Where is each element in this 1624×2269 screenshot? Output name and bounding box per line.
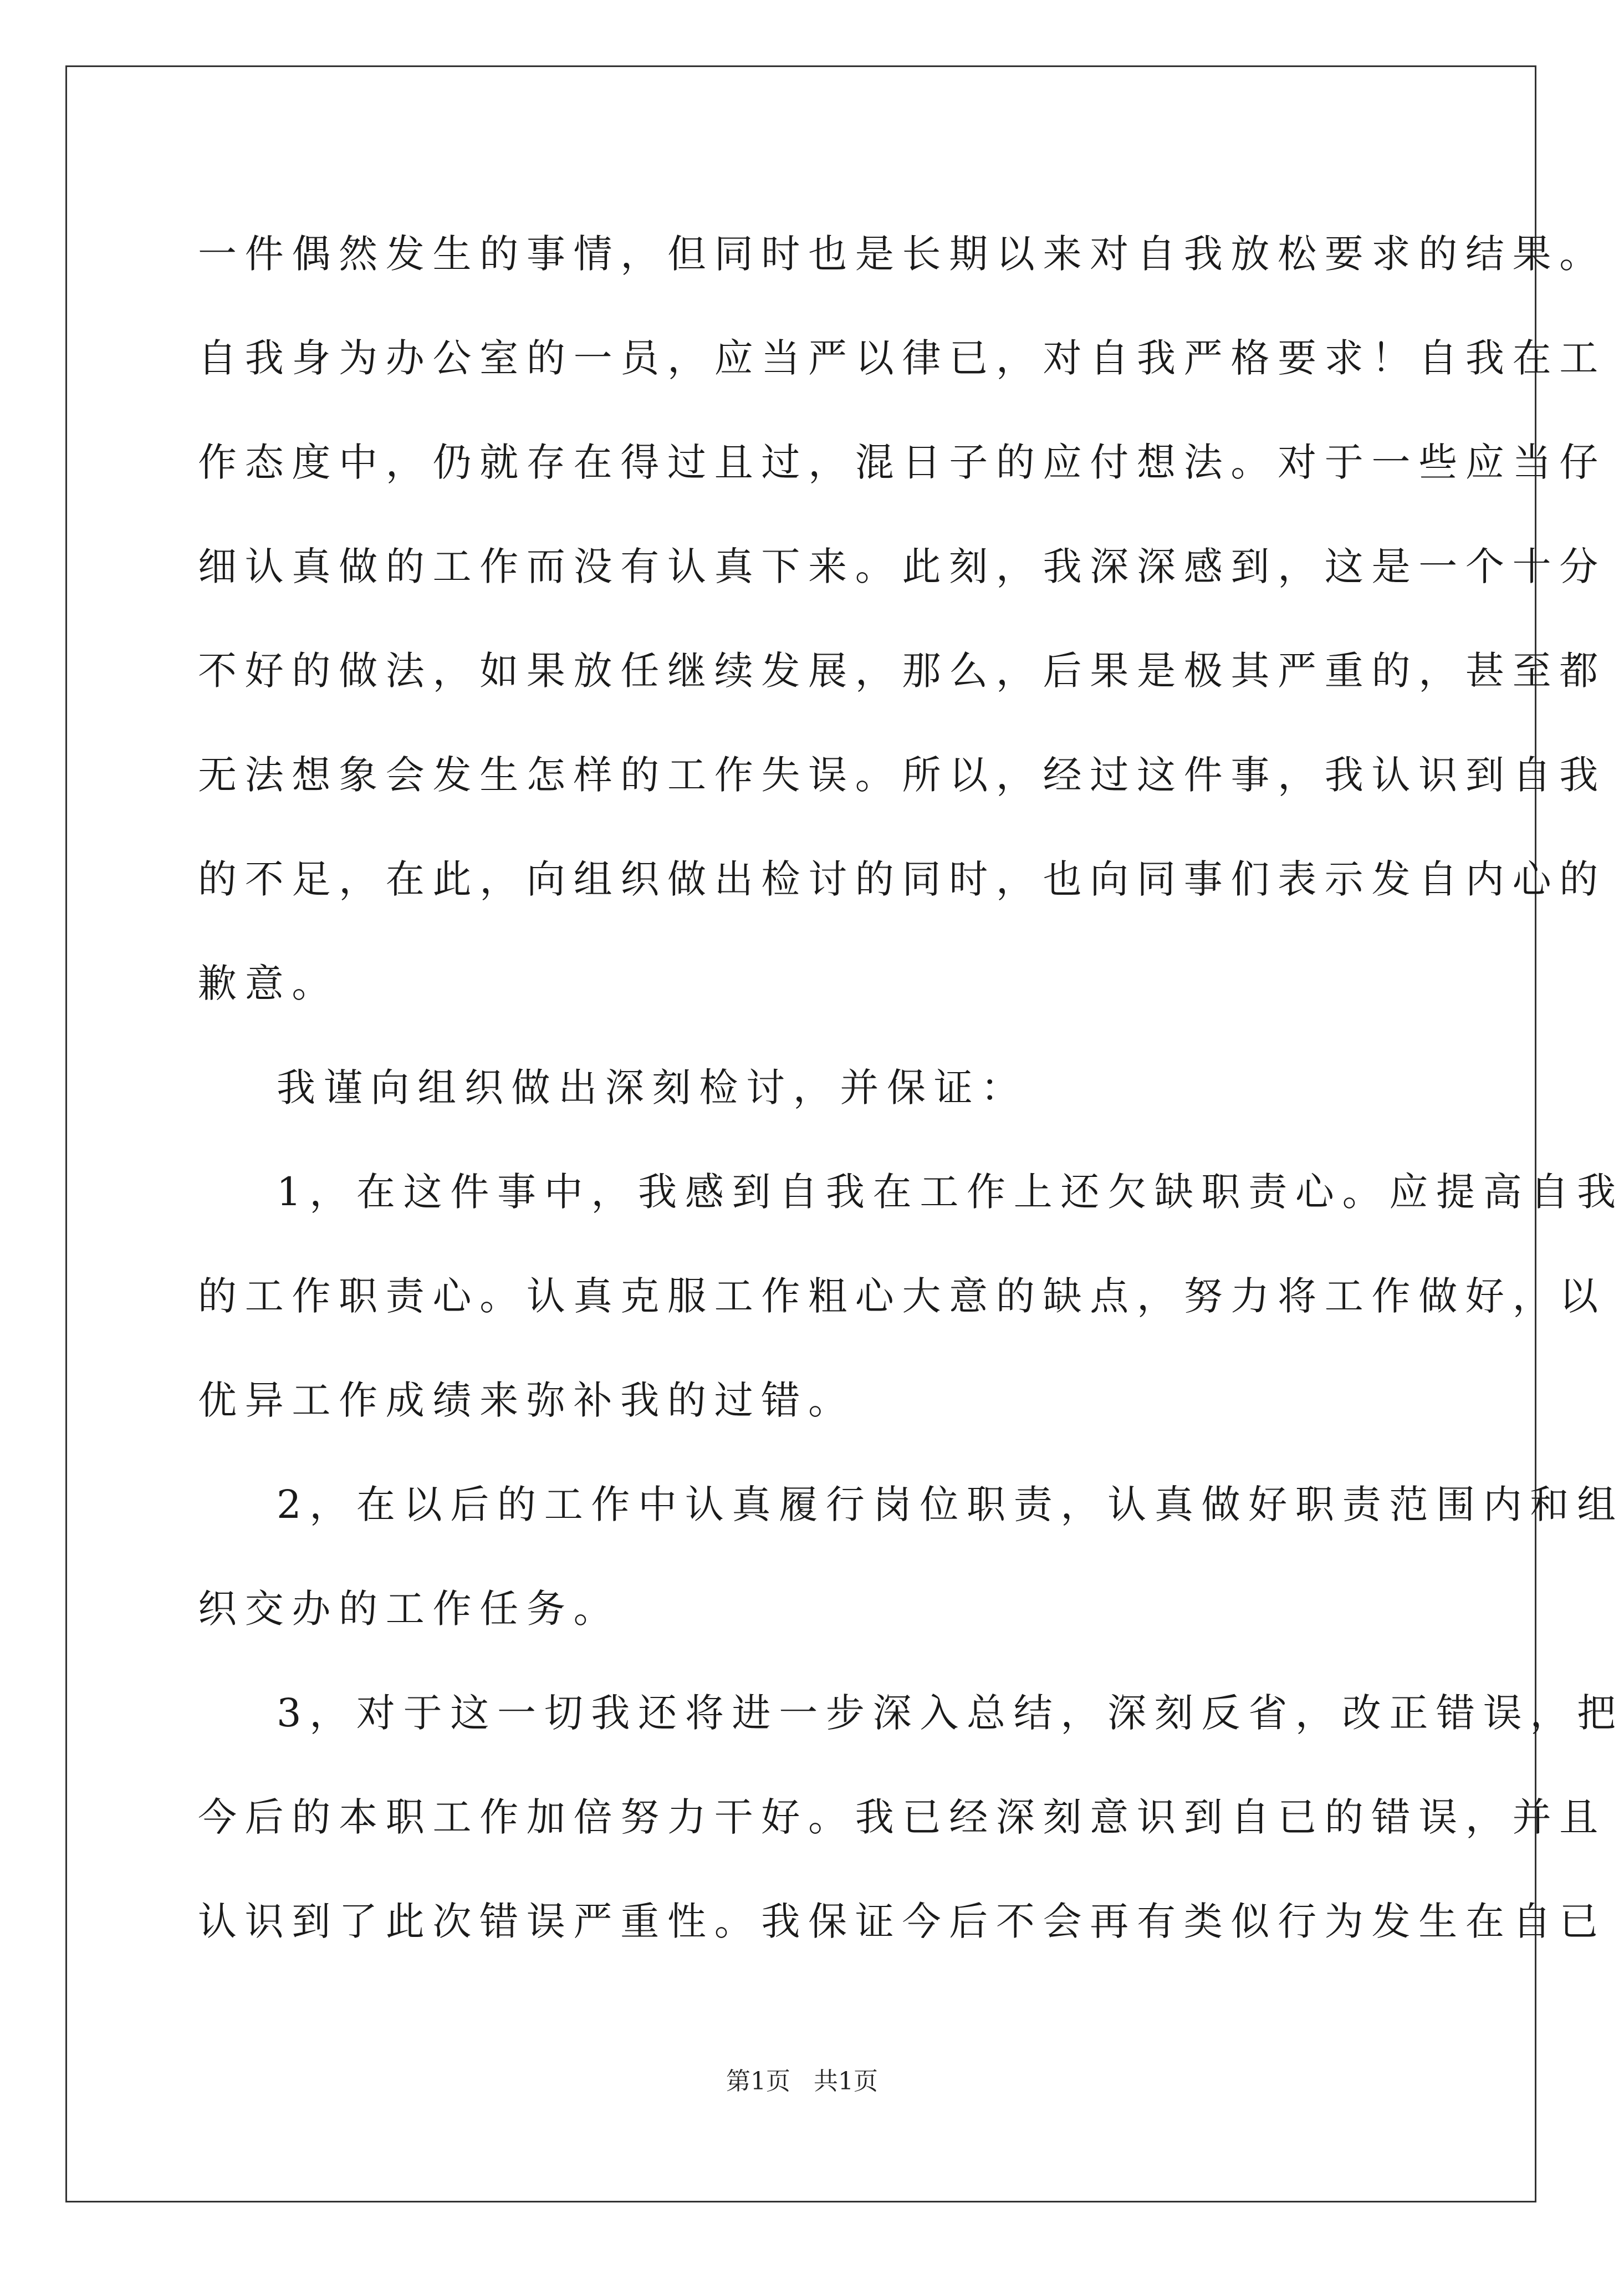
text-line: 织交办的工作任务。 [198, 1586, 621, 1631]
text-line: 认识到了此次错误严重性。我保证今后不会再有类似行为发生在自已 [198, 1899, 1606, 1944]
text-line: 今后的本职工作加倍努力干好。我已经深刻意识到自已的错误，并且 [198, 1794, 1606, 1840]
text-line: 3，对于这一切我还将进一步深入总结，深刻反省，改正错误，把 [277, 1690, 1624, 1736]
text-line: 作态度中，仍就存在得过且过，混日子的应付想法。对于一些应当仔 [198, 440, 1606, 485]
text-line: 歉意。 [198, 961, 339, 1006]
text-line: 无法想象会发生怎样的工作失误。所以，经过这件事，我认识到自我 [198, 752, 1606, 798]
page-number-footer: 第1页 共1页 [726, 2067, 878, 2095]
text-line: 1，在这件事中，我感到自我在工作上还欠缺职责心。应提高自我 [277, 1169, 1624, 1215]
document-body [198, 202, 1624, 1974]
text-line: 优异工作成绩来弥补我的过错。 [198, 1378, 855, 1423]
text-line: 细认真做的工作而没有认真下来。此刻，我深深感到，这是一个十分 [198, 544, 1606, 589]
text-line: 的工作职责心。认真克服工作粗心大意的缺点，努力将工作做好，以 [198, 1273, 1606, 1319]
text-line: 自我身为办公室的一员，应当严以律已，对自我严格要求！自我在工 [198, 335, 1606, 381]
text-line: 不好的做法，如果放任继续发展，那么，后果是极其严重的，甚至都 [198, 648, 1606, 694]
text-line: 的不足，在此，向组织做出检讨的同时，也向同事们表示发自内心的 [198, 856, 1606, 902]
text-line: 2，在以后的工作中认真履行岗位职责，认真做好职责范围内和组 [277, 1482, 1624, 1527]
text-line: 一件偶然发生的事情，但同时也是长期以来对自我放松要求的结果。 [198, 231, 1606, 277]
text-line: 我谨向组织做出深刻检讨，并保证： [277, 1065, 1028, 1110]
